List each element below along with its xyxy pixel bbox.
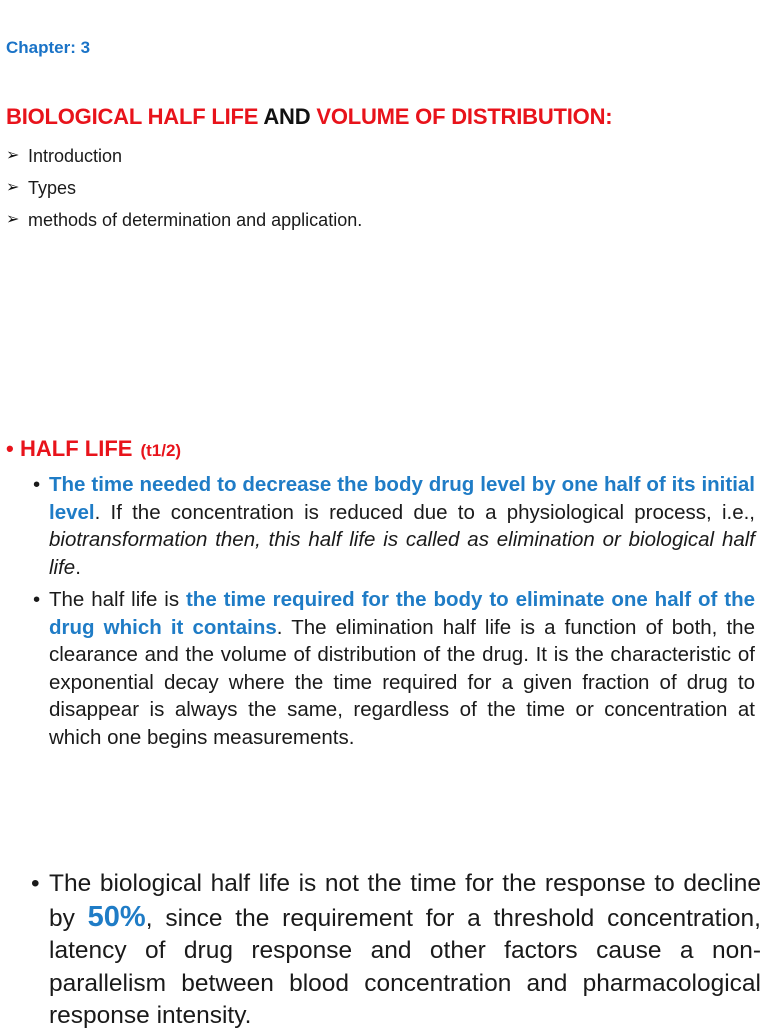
title-part-biological-half-life: BIOLOGICAL HALF LIFE	[6, 104, 259, 129]
topic-introduction: Introduction	[28, 146, 123, 166]
paragraph-definition	[33, 471, 755, 581]
title-part-volume-of-distribution: VOLUME OF DISTRIBUTION:	[316, 104, 613, 129]
percentage-highlight: 50%	[87, 900, 146, 933]
half-life-title: HALF LIFE	[20, 436, 133, 461]
arrow-bullet-icon: ➢	[6, 147, 20, 164]
response-text-start: The biological half life is not the time for the response to decline by	[49, 870, 761, 932]
list-item	[6, 204, 362, 236]
title-part-and: AND	[263, 104, 311, 129]
arrow-bullet-icon: ➢	[6, 179, 20, 196]
topic-methods: methods of determination and application.	[28, 210, 363, 230]
definition-highlight: The time needed to decrease the body drug level by one half of its initial level	[49, 473, 755, 524]
paragraph-elimination	[33, 586, 756, 752]
bullet-dot-icon: •	[33, 588, 41, 611]
elimination-highlight: the time required for the body to eliminate one half of the drug which it contains	[49, 588, 756, 639]
list-item	[6, 140, 362, 172]
page-title	[6, 104, 612, 130]
bullet-dot-icon: •	[33, 473, 41, 496]
definition-end: .	[75, 555, 81, 579]
half-life-symbol: (t1/2)	[140, 441, 182, 460]
topic-types: Types	[28, 178, 77, 198]
chapter-label: Chapter: 3	[6, 38, 91, 57]
list-item	[6, 172, 362, 204]
definition-italic: biotransformation then, this half life is called as elimination or biological half life	[49, 528, 755, 579]
bullet-dot-icon: •	[31, 870, 40, 897]
bullet-dot-icon: •	[6, 436, 14, 461]
topic-list	[6, 140, 362, 236]
half-life-heading	[6, 436, 181, 462]
arrow-bullet-icon: ➢	[6, 211, 20, 228]
elimination-text: . The elimination half life is a function of both, the clearance and the volume of distribution of the drug. It is the characteristic of exponential decay where the time required for a given fraction of drug to disappear is always the same, regardless of the time or concentration at which one begins measurements.	[49, 615, 755, 749]
paragraph-response	[31, 868, 761, 1033]
response-text-end: , since the requirement for a threshold concentration, latency of drug response and other factors cause a non-parallelism between blood concentration and pharmacological response intensity.	[49, 904, 761, 1029]
definition-text: . If the concentration is reduced due to a physiological process, i.e.,	[94, 500, 755, 524]
elimination-intro: The half life is	[49, 588, 186, 611]
